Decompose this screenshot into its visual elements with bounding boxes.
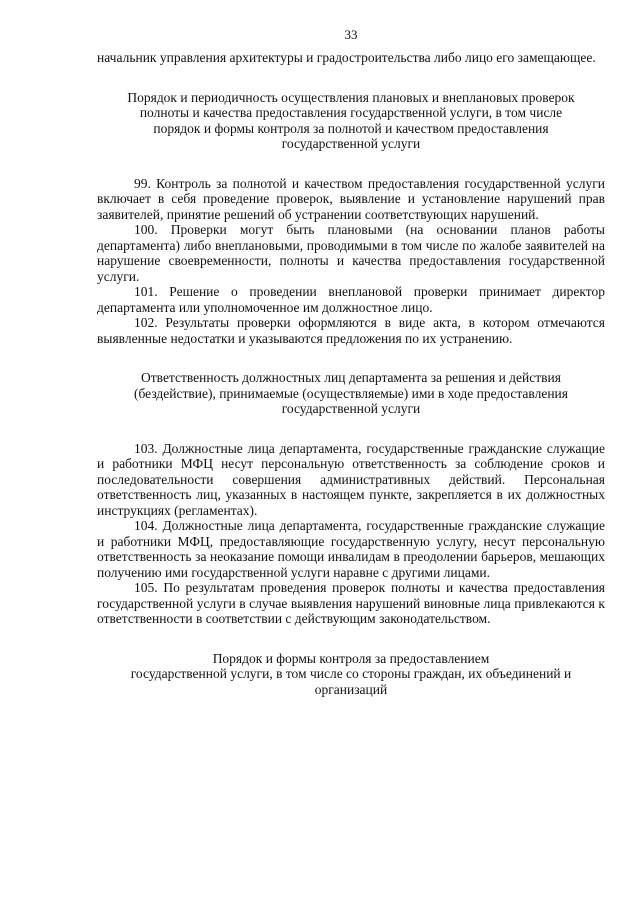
- heading-line: полноты и качества предоставления государственной услуги, в том числе: [139, 105, 563, 120]
- paragraph-100: 100. Проверки могут быть плановыми (на основании планов работы департамента) либо внеплановыми, проводимыми в том числе по жалобе заявителей на нарушение своевременности, полноты и качества предоставления государственной услуги.: [97, 222, 605, 284]
- paragraph-105: 105. По результатам проведения проверок полноты и качества предоставления государственной услуги в случае выявления нарушений виновные лица привлекаются к ответственности в соответствии с действующим законодательством.: [97, 580, 605, 626]
- paragraph-103: 103. Должностные лица департамента, государственные гражданские служащие и работники МФЦ несут персональную ответственность за соблюдение сроков и последовательности совершения административных действий. Персональная ответственность лиц, указанных в настоящем пункте, закрепляется в их должностных инструкциях (регламентах).: [97, 440, 605, 518]
- section-heading-responsibility: [97, 370, 605, 417]
- heading-line: порядок и формы контроля за полнотой и качеством предоставления: [153, 120, 549, 136]
- paragraph-102: 102. Результаты проверки оформляются в виде акта, в котором отмечаются выявленные недостатки и указываются предложения по их устранению.: [97, 315, 605, 346]
- heading-line: государственной услуги: [281, 136, 421, 151]
- heading-line: (бездействие), принимаемые (осуществляемые) ими в ходе предоставления: [133, 385, 568, 401]
- section-heading-inspections: [97, 90, 605, 152]
- heading-line: государственной услуги, в том числе со стороны граждан, их объединений и: [130, 666, 572, 681]
- heading-line: Порядок и периодичность осуществления плановых и внеплановых проверок: [127, 89, 575, 105]
- heading-line: организаций: [314, 681, 388, 697]
- section-heading-control-forms: [97, 651, 605, 698]
- document-body: [97, 50, 605, 697]
- page-number: 33: [344, 27, 358, 42]
- intro-paragraph: начальник управления архитектуры и градостроительства либо лицо его замещающее.: [97, 50, 596, 65]
- paragraph-104: 104. Должностные лица департамента, государственные гражданские служащие и работники МФЦ, предоставляющие государственную услугу, несут персональную ответственность за неоказание помощи инвалидам в преодолении барьеров, мешающих получению ими государственной услуги наравне с другими лицами.: [97, 518, 605, 580]
- paragraph-101: 101. Решение о проведении внеплановой проверки принимает директор департамента или уполномоченное им должностное лицо.: [97, 284, 605, 315]
- heading-line: Порядок и формы контроля за предоставлением: [212, 650, 490, 666]
- heading-line: государственной услуги: [281, 401, 421, 416]
- heading-line: Ответственность должностных лиц департамента за решения и действия: [141, 370, 561, 385]
- paragraph-99: 99. Контроль за полнотой и качеством предоставления государственной услуги включает в себя проведение проверок, выявление и установление нарушений прав заявителей, принятие решений об устранении соответствующих нарушений.: [97, 175, 605, 222]
